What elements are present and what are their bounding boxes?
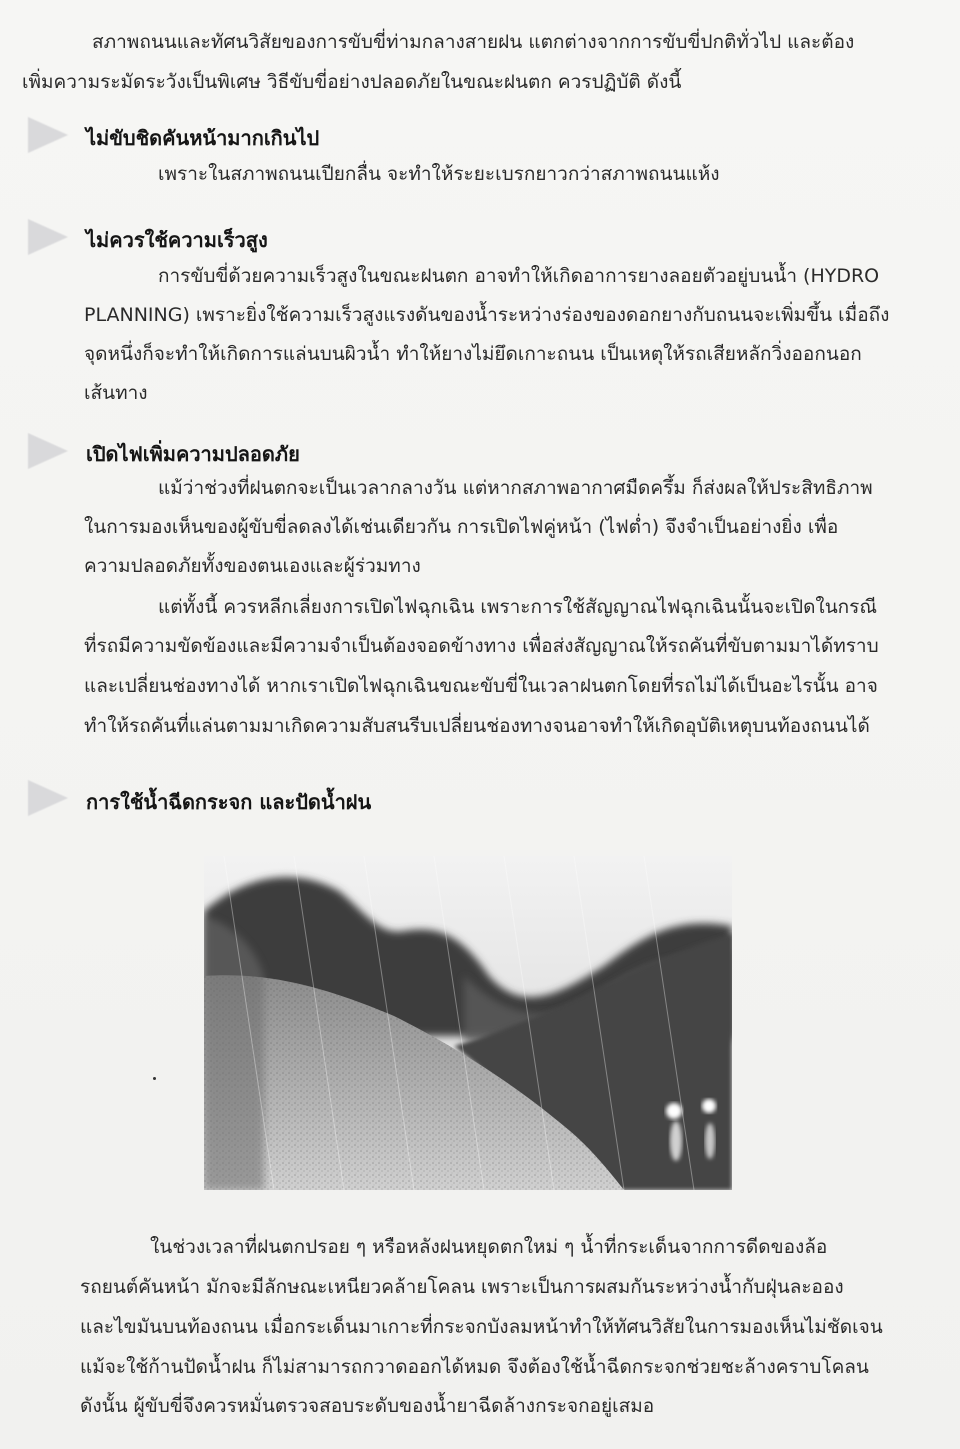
- section-3-line-4: แต่ทั้งนี้ ควรหลีกเลี่ยงการเปิดไฟฉุกเฉิน เพราะการใช้สัญญาณไฟฉุกเฉินนั้นจะเปิดในกรณี: [158, 596, 878, 618]
- section-3-line-5: ที่รถมีความขัดข้องและมีความจำเป็นต้องจอดข้างทาง เพื่อส่งสัญญาณให้รถคันที่ขับตามมาได้ทราบ: [84, 635, 879, 657]
- section-3-line-3: ความปลอดภัยทั้งของตนเองและผู้ร่วมทาง: [84, 555, 421, 577]
- section-2-line-2: PLANNING) เพราะยิ่งใช้ความเร็วสูงแรงดันของน้ำระหว่างร่องของดอกยางกับถนนจะเพิ่มขึ้น เมื่อถึง: [84, 304, 890, 326]
- triangle-bullet-icon: [28, 117, 68, 153]
- section-1-line-1: เพราะในสภาพถนนเปียกลื่น จะทำให้ระยะเบรกยาวกว่าสภาพถนนแห้ง: [158, 163, 720, 185]
- triangle-bullet-icon: [28, 780, 68, 816]
- section-2-line-3: จุดหนึ่งก็จะทำให้เกิดการแล่นบนผิวน้ำ ทำให้ยางไม่ยึดเกาะถนน เป็นเหตุให้รถเสียหลักวิ่งออกนอก: [84, 343, 862, 365]
- section-heading-speed: ไม่ควรใช้ความเร็วสูง: [86, 228, 268, 252]
- section-2-line-1: การขับขี่ด้วยความเร็วสูงในขณะฝนตก อาจทำให้เกิดอาการยางลอยตัวอยู่บนน้ำ (HYDRO: [158, 265, 880, 287]
- section-3-line-7: ทำให้รถคันที่แล่นตามมาเกิดความสับสนรีบเปลี่ยนช่องทางจนอาจทำให้เกิดอุบัติเหตุบนท้องถนนได้: [84, 715, 870, 737]
- section-4-line-1: ในช่วงเวลาที่ฝนตกปรอย ๆ หรือหลังฝนหยุดตกใหม่ ๆ น้ำที่กระเด็นจากการดีดของล้อ: [150, 1236, 828, 1258]
- rainy-road-photo-graphic: [204, 856, 732, 1190]
- section-3-line-6: และเปลี่ยนช่องทางได้ หากเราเปิดไฟฉุกเฉินขณะขับขี่ในเวลาฝนตกโดยที่รถไม่ได้เป็นอะไรนั้น อาจ: [84, 675, 878, 697]
- section-3-line-1: แม้ว่าช่วงที่ฝนตกจะเป็นเวลากลางวัน แต่หากสภาพอากาศมืดครึ้ม ก็ส่งผลให้ประสิทธิภาพ: [158, 477, 873, 499]
- section-heading-following-distance: ไม่ขับชิดคันหน้ามากเกินไป: [86, 126, 320, 150]
- section-4-line-5: ดังนั้น ผู้ขับขี่จึงควรหมั่นตรวจสอบระดับของน้ำยาฉีดล้างกระจกอยู่เสมอ: [80, 1395, 655, 1417]
- section-heading-headlights: เปิดไฟเพิ่มความปลอดภัย: [86, 442, 300, 466]
- section-3-line-2: ในการมองเห็นของผู้ขับขี่ลดลงได้เช่นเดียวกัน การเปิดไฟคู่หน้า (ไฟต่ำ) จึงจำเป็นอย่างยิ่ง เพื่อ: [84, 516, 839, 538]
- section-2-line-4: เส้นทาง: [84, 382, 148, 404]
- triangle-bullet-icon: [28, 219, 68, 255]
- section-4-line-4: แม้จะใช้ก้านปัดน้ำฝน ก็ไม่สามารถกวาดออกได้หมด จึงต้องใช้น้ำฉีดกระจกช่วยชะล้างคราบโคลน: [80, 1356, 869, 1378]
- rainy-road-photo: [204, 856, 732, 1190]
- intro-line-1: สภาพถนนและทัศนวิสัยของการขับขี่ท่ามกลางสายฝน แตกต่างจากการขับขี่ปกติทั่วไป และต้อง: [92, 31, 855, 53]
- intro-line-2: เพิ่มความระมัดระวังเป็นพิเศษ วิธีขับขี่อย่างปลอดภัยในขณะฝนตก ควรปฏิบัติ ดังนี้: [22, 71, 682, 93]
- section-4-line-2: รถยนต์คันหน้า มักจะมีลักษณะเหนียวคล้ายโคลน เพราะเป็นการผสมกันระหว่างน้ำกับฝุ่นละออง: [80, 1276, 844, 1298]
- speck-mark: [153, 1077, 156, 1080]
- section-4-line-3: และไขมันบนท้องถนน เมื่อกระเด็นมาเกาะที่กระจกบังลมหน้าทำให้ทัศนวิสัยในการมองเห็นไม่ชัดเจน: [80, 1316, 883, 1338]
- triangle-bullet-icon: [28, 433, 68, 469]
- section-heading-washer-wipers: การใช้น้ำฉีดกระจก และปัดน้ำฝน: [86, 790, 372, 814]
